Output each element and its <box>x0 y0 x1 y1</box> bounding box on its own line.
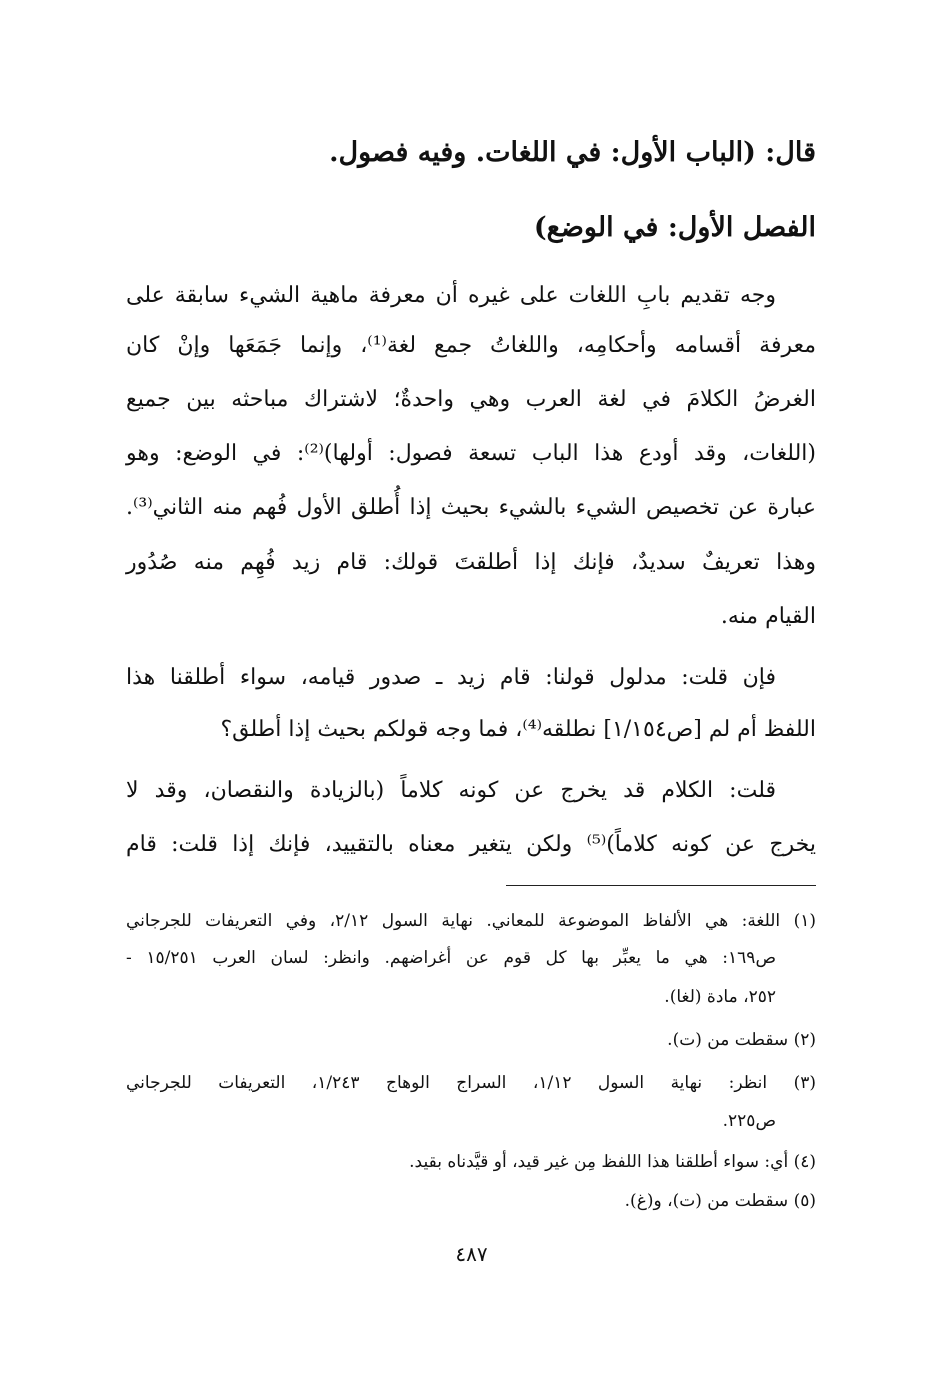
footnote-line: (٥) سقطت من (ت)، و(غ). <box>624 1191 816 1211</box>
footnote-line: ٢٥٢، مادة (لغا). <box>664 987 776 1007</box>
body-line: (اللغات، وقد أودع هذا الباب تسعة فصول: أولها)⁽²⁾: في الوضع: وهو <box>126 441 816 466</box>
chapter-heading: قال: (الباب الأول: في اللغات. وفيه فصول. <box>329 137 816 168</box>
body-line: وهذا تعريفٌ سديدٌ، فإنك إذا أطلقتَ قولك: قام زيد فُهِم منه صُدُور <box>126 550 816 575</box>
footnote-line: (٤) أي: سواء أطلقنا هذا اللفظ مِن غير قيد، أو قيَّدناه بقيد. <box>409 1152 816 1172</box>
footnote-separator <box>506 885 816 886</box>
section-heading: الفصل الأول: في الوضع) <box>533 212 816 243</box>
body-line: فإن قلت: مدلول قولنا: قام زيد ـ صدور قيامه، سواء أطلقنا هذا <box>126 665 776 690</box>
body-line: معرفة أقسامه وأحكامِه، واللغاتُ جمع لغة⁽¹⁾، وإنما جَمَعَها وإنْ كان <box>126 333 816 358</box>
footnote-line: ص٢٢٥. <box>722 1111 776 1131</box>
body-line: يخرج عن كونه كلاماً)⁽⁵⁾ ولكن يتغير معناه بالتقييد، فإنك إذا قلت: قام <box>126 832 816 857</box>
body-line: قلت: الكلام قد يخرج عن كونه كلاماً (بالزيادة والنقصان، وقد لا <box>126 778 776 803</box>
page-number: ٤٨٧ <box>455 1242 488 1266</box>
body-line: الغرضُ الكلامَ في لغة العرب وهي واحدةٌ؛ لاشتراك مباحثه بين جميع <box>126 387 816 412</box>
footnote-line: (٣) انظر: نهاية السول ١/١٢، السراج الوهاج ١/٢٤٣، التعريفات للجرجاني <box>126 1073 816 1093</box>
footnote-line: (٢) سقطت من (ت). <box>667 1030 816 1050</box>
body-line: عبارة عن تخصيص الشيء بالشيء بحيث إذا أُطلق الأول فُهم منه الثاني⁽³⁾. <box>126 495 816 520</box>
body-line: القيام منه. <box>720 604 816 629</box>
footnote-line: ص١٦٩: هي ما يعبِّر بها كل قوم عن أغراضهم. وانظر: لسان العرب ١٥/٢٥١ - <box>126 948 776 968</box>
body-line: وجه تقديم بابِ اللغات على غيره أن معرفة ماهية الشيء سابقة على <box>126 283 776 308</box>
body-line: اللفظ أم لم [ص١/١٥٤] نطلقه⁽⁴⁾، فما وجه قولكم بحيث إذا أطلق؟ <box>220 717 816 742</box>
footnote-line: (١) اللغة: هي الألفاظ الموضوعة للمعاني. نهاية السول ٢/١٢، وفي التعريفات للجرجاني <box>126 911 816 931</box>
